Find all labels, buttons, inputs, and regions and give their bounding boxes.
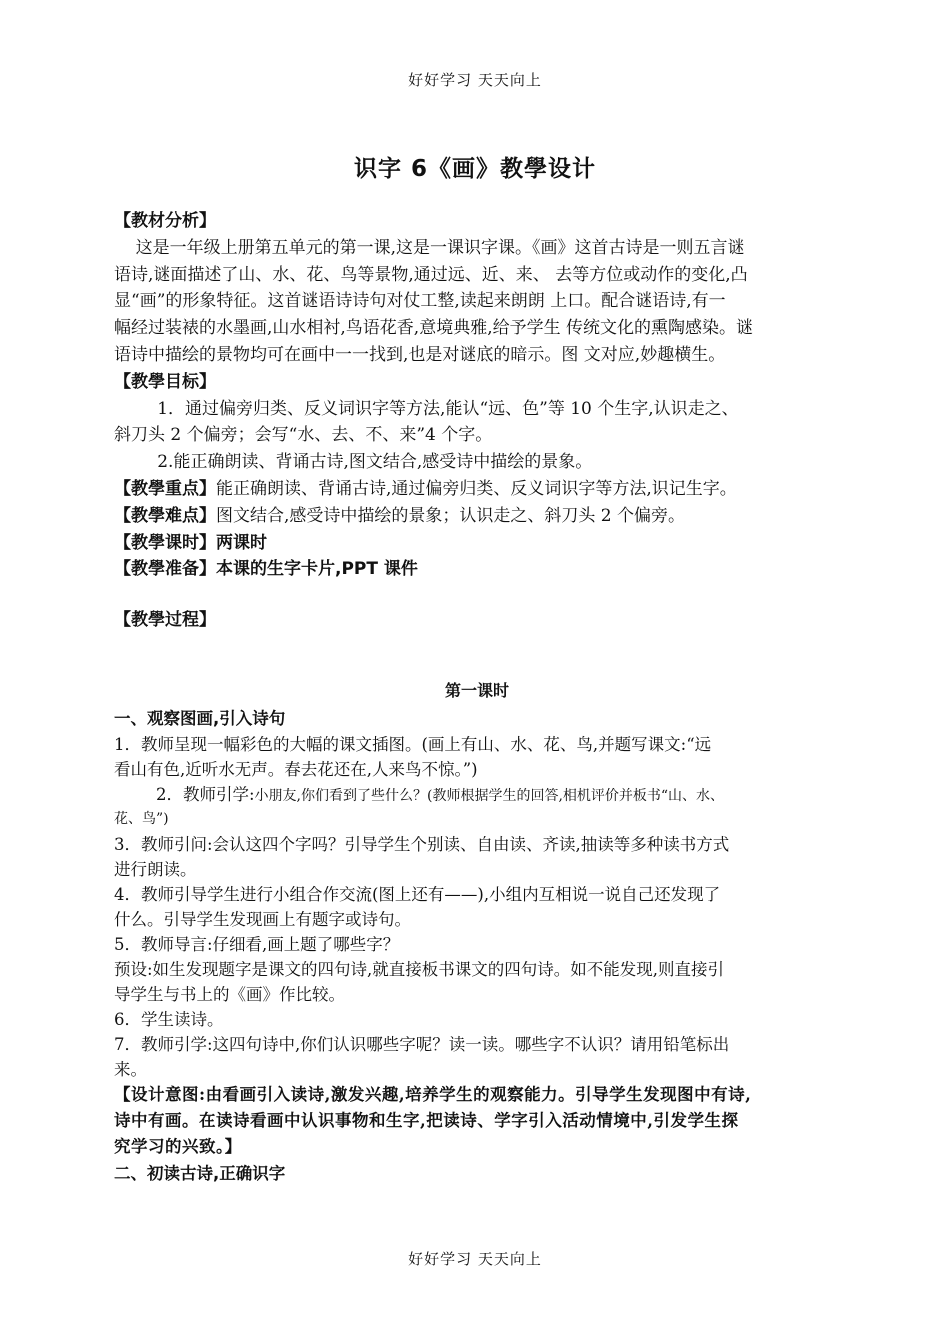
difficulties-text: 图文结合,感受诗中描绘的景象；认识走之、斜刀头 2 个偏旁。 [216,505,686,526]
step-line: 1．教师呈现一幅彩色的大幅的课文插图。(画上有山、水、花、鸟,并题写课文:“远 [114,734,712,754]
page-footer: 好好学习 天天向上 [408,1250,542,1268]
lesson-title: 第一课时 [444,680,509,700]
analysis-line: 语诗中描绘的景物均可在画中一一找到,也是对谜底的暗示。图 文对应,妙趣横生。 [114,344,726,365]
analysis-line: 显“画”的形象特征。这首谜语诗诗句对仗工整,读起来朗朗 上口。配合谜语诗,有一 [114,291,726,312]
step-line: 7．教师引学:这四句诗中,你们认识哪些字呢？读一读。哪些字不认识？请用铅笔标出 [114,1034,730,1054]
preparation-label: 【教學准备】 [114,559,216,580]
goal-line: 斜刀头 2 个偏旁；会写“水、去、不、来”4 个字。 [114,425,493,446]
key-points-text: 能正确朗读、背诵古诗,通过偏旁归类、反义词识字等方法,识记生字。 [216,478,737,499]
step-line: 进行朗读。 [114,859,197,879]
difficulties [114,503,840,530]
section-heading: 二、初读古诗,正确识字 [114,1163,286,1183]
analysis-line: 幅经过装裱的水墨画,山水相衬,鸟语花香,意境典雅,给予学生 传统文化的熏陶感染。谜 [114,318,754,339]
goals-heading: 【教學目标】 [114,371,216,392]
goal-line: 1．通过偏旁归类、反义词识字等方法,能认“远、色”等 10 个生字,认识走之、 [114,398,739,419]
goal-line: 2.能正确朗读、背诵古诗,图文结合,感受诗中描绘的景象。 [114,452,593,473]
preparation [114,556,840,583]
class-hours-label: 【教學课时】 [114,532,216,553]
step-line: 3．教师引问:会认这四个字吗？引导学生个别读、自由读、齐读,抽读等多种读书方式 [114,834,730,854]
step-line: 4．教师引导学生进行小组合作交流(图上还有——),小组内互相说一说自己还发现了 [114,884,721,904]
design-intent-line: 诗中有画。在读诗看画中认识事物和生字,把读诗、学字引入活动情境中,引发学生探 [114,1110,739,1130]
analysis-line: 这是一年级上册第五单元的第一课,这是一课识字课。《画》这首古诗是一则五言谜 [114,237,745,258]
difficulties-label: 【教學难点】 [114,505,216,526]
preparation-text: 本课的生字卡片,PPT 课件 [216,559,418,580]
step-line: 看山有色,近听水无声。春去花还在,人来鸟不惊。”) [114,759,478,779]
step-line [114,782,840,807]
key-points-label: 【教學重点】 [114,478,216,499]
step-line: 5．教师导言:仔细看,画上题了哪些字？ [114,934,400,954]
process-heading: 【教學过程】 [114,610,216,631]
analysis-heading: 【教材分析】 [114,211,216,231]
key-points [114,476,840,503]
section-heading: 一、观察图画,引入诗句 [114,708,286,728]
class-hours [114,530,840,557]
class-hours-text: 两课时 [216,532,267,553]
document-title: 识字 6《画》教學设计 [353,156,596,182]
step-line: 预设:如生发现题字是课文的四句诗,就直接板书课文的四句诗。如不能发现,则直接引 [114,959,725,979]
step-line: 来。 [114,1059,147,1079]
step-line: 什么。引导学生发现画上有题字或诗句。 [114,909,411,929]
design-intent-line: 【设计意图:由看画引入读诗,激发兴趣,培养学生的观察能力。引导学生发现图中有诗, [114,1084,752,1104]
page-header: 好好学习 天天向上 [408,71,542,89]
step2-lead: 2．教师引学: [114,784,255,804]
step2-rest: 小朋友,你们看到了些什么？(教师根据学生的回答,相机评价并板书“山、水、 [254,787,725,804]
step-line: 花、鸟”) [114,810,169,827]
step-line: 6．学生读诗。 [114,1009,224,1029]
step-line: 导学生与书上的《画》作比较。 [114,984,345,1004]
document-body [114,208,840,1187]
analysis-line: 语诗,谜面描述了山、水、花、鸟等景物,通过远、近、来、 去等方位或动作的变化,凸 [114,264,748,285]
design-intent-line: 究学习的兴致。】 [114,1136,242,1156]
